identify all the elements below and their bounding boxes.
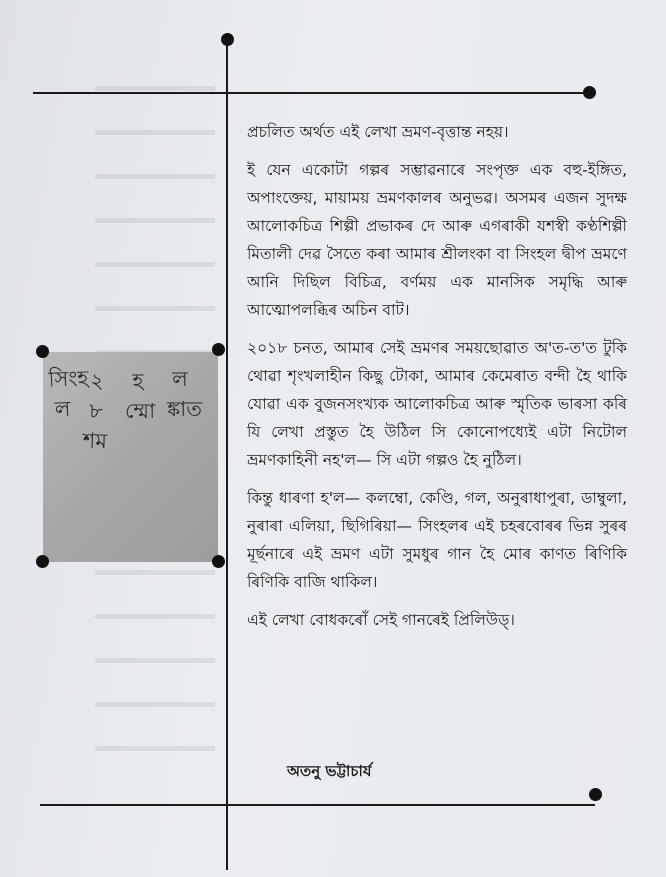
paragraph-3: ২০১৮ চনত, আমাৰ সেই ভ্ৰমণৰ সময়ছোৱাত অ'ত-ত'ত টুকি থোৱা শৃংখলাহীন কিছু টোকা, আমাৰ কেমেৰাত বন্দী হৈ থাকি যোৱা এক বুজনসংখ্যক আলোকচিত্ৰ আৰু স্মৃতিক ভাৰসা কৰি যি লেখা প্ৰস্তুত হৈ উঠিল সি কোনোপধ্যেই এটা নিটোল ভ্ৰমণকাহিনী নহ'ল— সি এটা গল্পও হৈ নুঠিল। bbox=[247, 339, 627, 469]
paragraph-4: কিন্তু ধাৰণা হ'ল— কলম্বো, কেণ্ডি, গল, অনুৰাধাপুৰা, ডাম্বুলা, নুৰাৰা এলিয়া, ছিগিৰিয়া— সিংহলৰ এই চহৰবোৰৰ ভিন্ন সুৰৰ মূৰ্ছনাৰে এই ভ্ৰমণ এটা সুমধুৰ গান হৈ মোৰ কাণত ৰিণিকি ৰিণিকি বাজি থাকিল। bbox=[247, 489, 627, 591]
photo-corner-dot-bottom-right bbox=[212, 555, 225, 568]
preface-text bbox=[247, 118, 627, 644]
photo-text-column-1: সিংহল bbox=[48, 366, 89, 422]
top-rule bbox=[33, 92, 588, 94]
photo-corner-dot-top-right bbox=[212, 343, 225, 356]
top-rule-end-dot bbox=[583, 86, 596, 99]
bottom-rule bbox=[40, 804, 595, 806]
photo-text-column-4: লঙ্কাত bbox=[167, 367, 202, 421]
vertical-rule-top-dot bbox=[221, 33, 234, 46]
paragraph-2: ই যেন একোটা গল্পৰ সম্ভাৱনাৰে সংপৃক্ত এক বহু-ইঙ্গিত, অপাংক্তেয়, মায়াময় ভ্ৰমণকালৰ অনুভৱ। অসমৰ এজন সুদক্ষ আলোকচিত্ৰ শিল্পী প্ৰভাকৰ দে আৰু এগৰাকী যশস্বী কণ্ঠশিল্পী মিতালী দেৱ সৈতে কৰা আমাৰ শ্ৰীলংকা বা সিংহল দ্বীপ ভ্ৰমণে আনি দিছিল বিচিত্ৰ, বৰ্ণময় এক মানসিক সমৃদ্ধি আৰু আত্মোপলব্ধিৰ অচিন বাট। bbox=[247, 161, 627, 319]
photo-text-column-2: ২৮শম bbox=[82, 368, 108, 454]
paragraph-5: এই লেখা বোধকৰোঁ সেই গানৰেই প্ৰিলিউড্। bbox=[247, 611, 515, 629]
cover-photo-thumbnail bbox=[43, 352, 218, 562]
author-signature: অতনু ভট্টাচাৰ্য bbox=[287, 762, 372, 780]
photo-corner-dot-top-left bbox=[36, 345, 49, 358]
photo-corner-dot-bottom-left bbox=[36, 555, 49, 568]
bottom-rule-end-dot bbox=[589, 788, 602, 801]
photo-text-column-3: হম্মো bbox=[125, 369, 156, 423]
paragraph-1: প্ৰচলিত অৰ্থত এই লেখা ভ্ৰমণ-বৃত্তান্ত নহয়। bbox=[247, 123, 509, 141]
vertical-rule bbox=[226, 38, 228, 870]
